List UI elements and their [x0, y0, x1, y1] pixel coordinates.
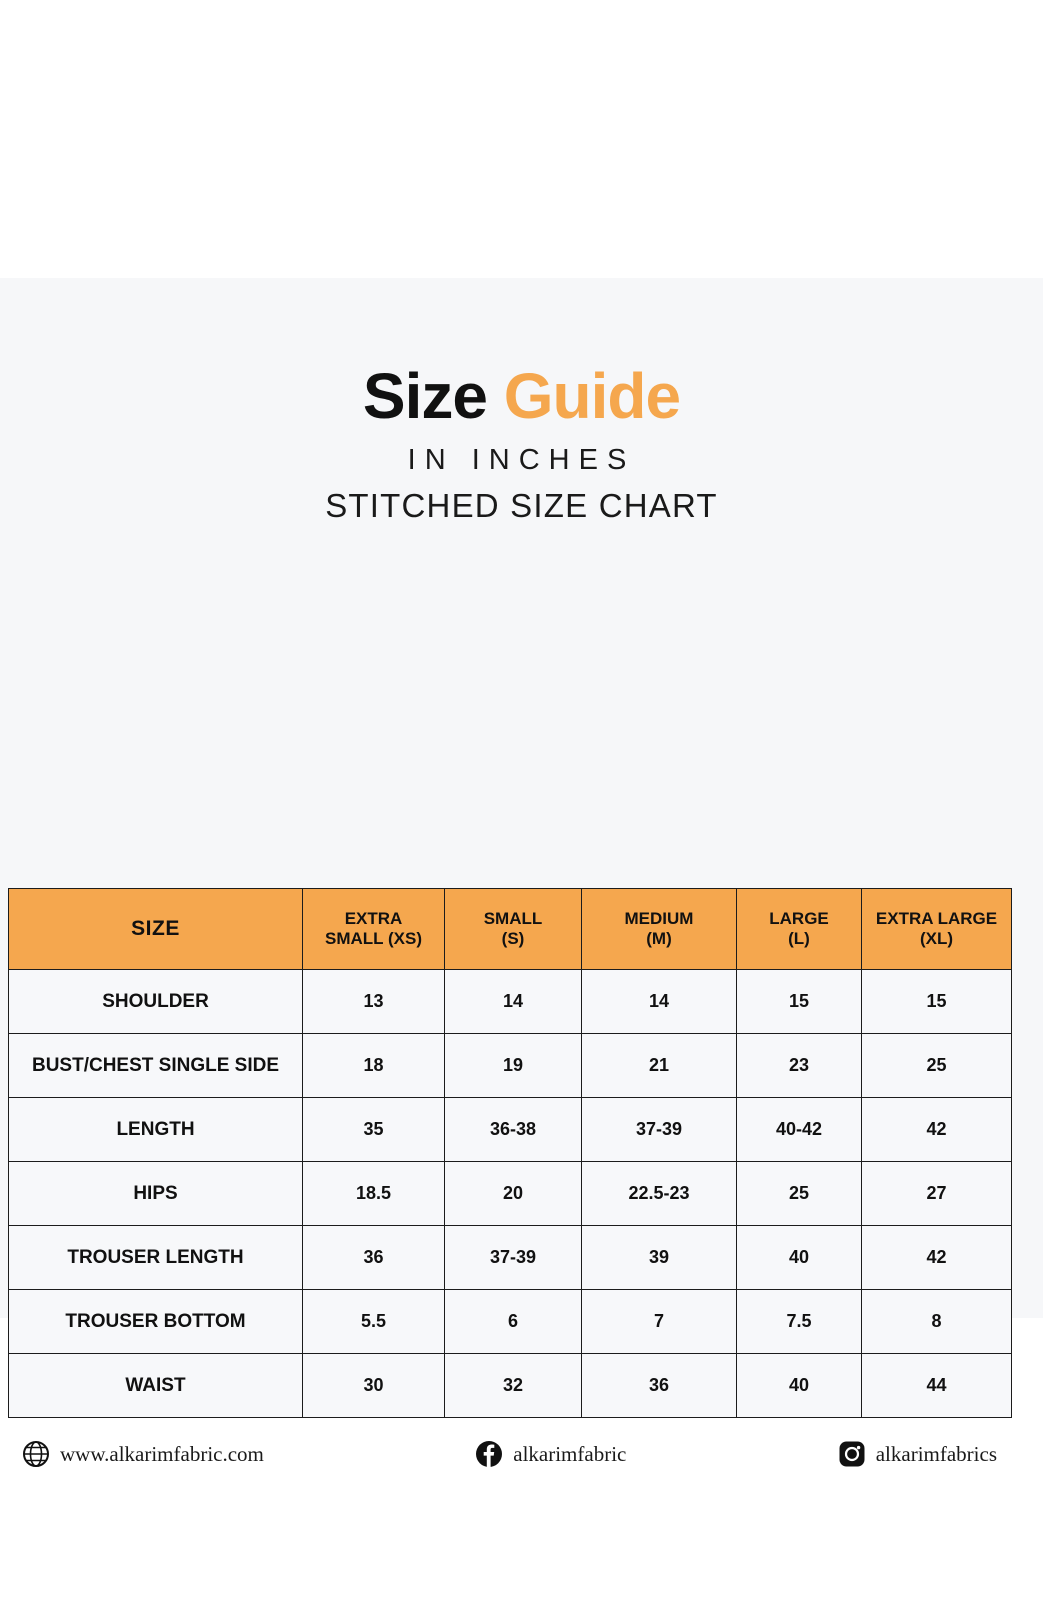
cell-trouser-bottom-m: 7: [582, 1290, 737, 1354]
cell-hips-s: 20: [445, 1162, 582, 1226]
table-row: [9, 1098, 1012, 1162]
cell-shoulder-l: 15: [737, 970, 862, 1034]
cell-trouser-length-l: 40: [737, 1226, 862, 1290]
column-header-m-line2: (M): [646, 929, 672, 948]
footer-facebook-text: alkarimfabric: [513, 1441, 627, 1466]
cell-waist-s: 32: [445, 1354, 582, 1418]
subtitle-units: IN INCHES: [407, 444, 636, 476]
cell-hips-xl: 27: [862, 1162, 1012, 1226]
cell-shoulder-xs: 13: [303, 970, 445, 1034]
title-word-size: Size: [362, 360, 487, 432]
cell-bust-l: 23: [737, 1034, 862, 1098]
cell-trouser-bottom-xl: 8: [862, 1290, 1012, 1354]
row-label-bust-chest: BUST/CHEST SINGLE SIDE: [9, 1034, 303, 1098]
cell-length-xl: 42: [862, 1098, 1012, 1162]
cell-waist-l: 40: [737, 1354, 862, 1418]
column-header-s: [445, 889, 582, 970]
table-row: [9, 970, 1012, 1034]
cell-trouser-bottom-xs: 5.5: [303, 1290, 445, 1354]
cell-trouser-bottom-s: 6: [445, 1290, 582, 1354]
cell-trouser-length-xs: 36: [303, 1226, 445, 1290]
column-header-m: [582, 889, 737, 970]
cell-trouser-length-s: 37-39: [445, 1226, 582, 1290]
cell-length-m: 37-39: [582, 1098, 737, 1162]
cell-trouser-length-m: 39: [582, 1226, 737, 1290]
footer-instagram[interactable]: [838, 1440, 997, 1468]
table-head: [9, 889, 1012, 970]
footer-facebook[interactable]: [475, 1440, 626, 1468]
column-header-l: [737, 889, 862, 970]
cell-waist-xs: 30: [303, 1354, 445, 1418]
table-body: [9, 970, 1012, 1418]
instagram-icon: [838, 1440, 866, 1468]
globe-icon: [22, 1440, 50, 1468]
title-word-guide: Guide: [503, 360, 681, 432]
column-header-s-line1: SMALL: [483, 908, 543, 928]
cell-bust-xl: 25: [862, 1034, 1012, 1098]
row-label-waist: WAIST: [9, 1354, 303, 1418]
cell-length-l: 40-42: [737, 1098, 862, 1162]
row-label-shoulder: SHOULDER: [9, 970, 303, 1034]
column-header-s-line2: (S): [501, 929, 525, 948]
footer-instagram-text: alkarimfabrics: [875, 1441, 997, 1466]
page-title: [0, 360, 1043, 432]
row-label-trouser-length: TROUSER LENGTH: [9, 1226, 303, 1290]
cell-waist-m: 36: [582, 1354, 737, 1418]
cell-length-xs: 35: [303, 1098, 445, 1162]
title-block: [0, 278, 1043, 525]
cell-hips-xs: 18.5: [303, 1162, 445, 1226]
facebook-icon: [475, 1440, 503, 1468]
subtitle-chart-type: STITCHED SIZE CHART: [325, 487, 718, 524]
cell-bust-xs: 18: [303, 1034, 445, 1098]
column-header-xs-line2: SMALL (XS): [325, 929, 422, 948]
table-row: [9, 1034, 1012, 1098]
column-header-size: SIZE: [9, 889, 303, 970]
row-label-hips: HIPS: [9, 1162, 303, 1226]
column-header-l-line1: LARGE: [769, 908, 829, 928]
table-header-row: [9, 889, 1012, 970]
footer-website[interactable]: [22, 1440, 264, 1468]
cell-hips-l: 25: [737, 1162, 862, 1226]
column-header-xl-line2: (XL): [919, 929, 954, 948]
cell-bust-s: 19: [445, 1034, 582, 1098]
footer: [8, 1440, 1011, 1468]
cell-shoulder-xl: 15: [862, 970, 1012, 1034]
column-header-xs: [303, 889, 445, 970]
cell-trouser-length-xl: 42: [862, 1226, 1012, 1290]
column-header-xs-line1: EXTRA: [344, 908, 403, 928]
table-row: [9, 1290, 1012, 1354]
cell-waist-xl: 44: [862, 1354, 1012, 1418]
table-row: [9, 1162, 1012, 1226]
cell-shoulder-s: 14: [445, 970, 582, 1034]
column-header-xl: [862, 889, 1012, 970]
column-header-xl-line1: EXTRA LARGE: [875, 908, 998, 928]
size-chart-table: [8, 888, 1012, 1418]
column-header-l-line2: (L): [788, 929, 810, 948]
table-row: [9, 1354, 1012, 1418]
cell-trouser-bottom-l: 7.5: [737, 1290, 862, 1354]
content-panel: [0, 278, 1043, 1466]
cell-bust-m: 21: [582, 1034, 737, 1098]
column-header-m-line1: MEDIUM: [624, 908, 694, 928]
cell-hips-m: 22.5-23: [582, 1162, 737, 1226]
table-row: [9, 1226, 1012, 1290]
cell-length-s: 36-38: [445, 1098, 582, 1162]
row-label-trouser-bottom: TROUSER BOTTOM: [9, 1290, 303, 1354]
footer-website-text: www.alkarimfabric.com: [60, 1441, 264, 1466]
cell-shoulder-m: 14: [582, 970, 737, 1034]
row-label-length: LENGTH: [9, 1098, 303, 1162]
